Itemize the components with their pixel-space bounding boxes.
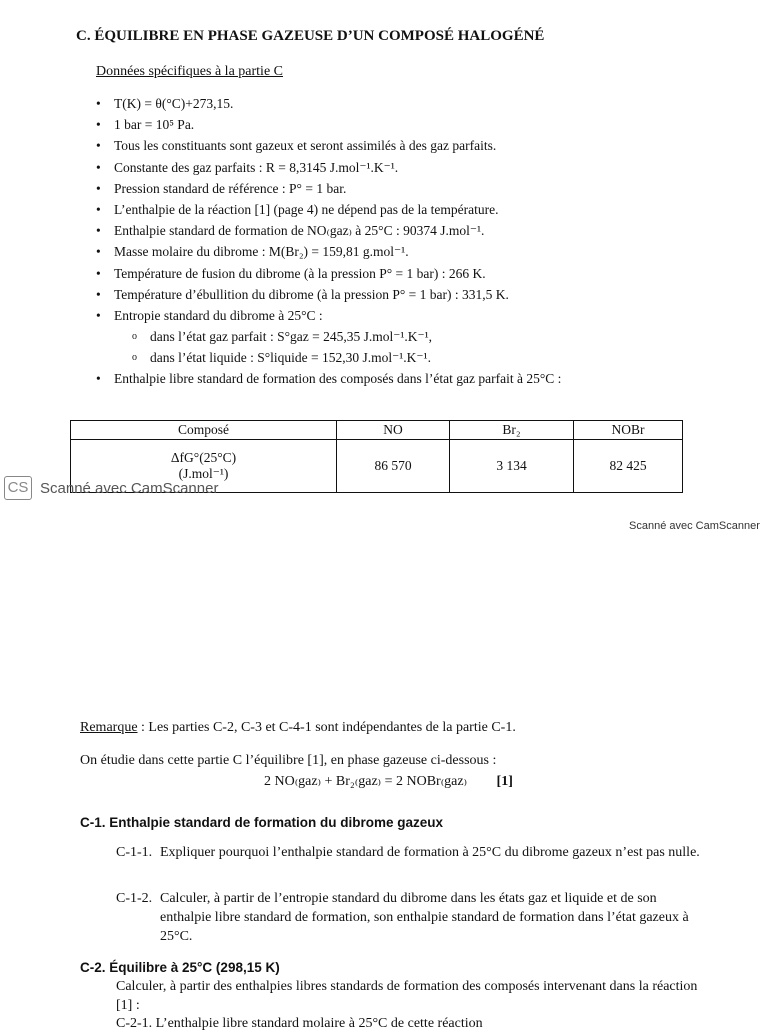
bullet-icon: • bbox=[96, 180, 101, 196]
circle-bullet-icon: o bbox=[132, 352, 137, 364]
c1-1-number: C-1-1. bbox=[116, 845, 153, 860]
remark-text: : Les parties C-2, C-3 et C-4-1 sont indépendantes de la partie C-1. bbox=[137, 720, 516, 735]
equation-ref: [1] bbox=[496, 774, 513, 789]
list-item: • Tous les constituants sont gazeux et seront assimilés à des gaz parfaits. bbox=[96, 135, 756, 156]
list-item: • T(K) = θ(°C)+273,15. bbox=[96, 93, 756, 114]
bullet-icon: • bbox=[96, 244, 101, 260]
camscanner-watermark: Scanné avec CamScanner bbox=[40, 480, 219, 497]
list-item: • Température de fusion du dibrome (à la pression P° = 1 bar) : 266 K. bbox=[96, 263, 756, 284]
list-item: • Entropie standard du dibrome à 25°C : bbox=[96, 305, 756, 326]
bullet-icon: • bbox=[96, 286, 101, 302]
table-header-row bbox=[71, 421, 683, 440]
c1-heading: C-1. Enthalpie standard de formation du dibrome gazeux bbox=[80, 815, 444, 830]
row-label-unit: (J.mol⁻¹) bbox=[178, 466, 229, 481]
c2-1-partial-text: C-2-1. L’enthalpie libre standard molaire à 25°C de cette réaction bbox=[116, 1016, 483, 1031]
list-item: • Pression standard de référence : P° = 1 bar. bbox=[96, 178, 756, 199]
remark bbox=[80, 720, 516, 736]
section-title: C. ÉQUILIBRE EN PHASE GAZEUSE D’UN COMPOSÉ HALOGÉNÉ bbox=[76, 28, 545, 44]
table-cell: 86 570 bbox=[337, 440, 450, 493]
circle-bullet-icon: o bbox=[132, 331, 137, 343]
c1-1-text: Expliquer pourquoi l’enthalpie standard de formation à 25°C du dibrome gazeux n’est pas nulle. bbox=[160, 845, 700, 860]
data-list bbox=[96, 93, 756, 390]
table-header-cell: NO bbox=[337, 421, 450, 440]
list-item: • Constante des gaz parfaits : R = 8,3145 J.mol⁻¹.K⁻¹. bbox=[96, 157, 756, 178]
list-item: • 1 bar = 10⁵ Pa. bbox=[96, 114, 756, 135]
camscanner-logo: CS bbox=[4, 476, 32, 500]
bullet-icon: • bbox=[96, 201, 101, 217]
bullet-icon: • bbox=[96, 117, 101, 133]
intro-text: On étudie dans cette partie C l’équilibre [1], en phase gazeuse ci-dessous : bbox=[80, 753, 497, 768]
camscanner-footer: Scanné avec CamScanner bbox=[629, 520, 760, 532]
bullet-icon: • bbox=[96, 96, 101, 111]
bullet-icon: • bbox=[96, 138, 101, 154]
c2-heading: C-2. Équilibre à 25°C (298,15 K) bbox=[80, 960, 280, 975]
bullet-icon: • bbox=[96, 307, 101, 323]
table-header-cell: NOBr bbox=[574, 421, 683, 440]
c1-2-text: Calculer, à partir de l’entropie standard du dibrome dans les états gaz et liquide et de son enthalpie libre standard de formation, son enthalpie standard de formation dans l’état gazeux à 25°C. bbox=[160, 891, 689, 944]
list-item: • Enthalpie standard de formation de NO₍gaz₎ à 25°C : 90374 J.mol⁻¹. bbox=[96, 220, 756, 241]
table-header-cell: Br₂ bbox=[450, 421, 574, 440]
table-cell: 82 425 bbox=[574, 440, 683, 493]
bullet-icon: • bbox=[96, 223, 101, 239]
list-item: • L’enthalpie de la réaction [1] (page 4) ne dépend pas de la température. bbox=[96, 199, 756, 220]
c1-2-number: C-1-2. bbox=[116, 891, 153, 906]
equation-text: 2 NO₍gaz₎ + Br₂₍gaz₎ = 2 NOBr₍gaz₎ bbox=[264, 774, 468, 789]
table-header-cell: Composé bbox=[71, 421, 337, 440]
list-item: • Température d’ébullition du dibrome (à la pression P° = 1 bar) : 331,5 K. bbox=[96, 284, 756, 305]
row-label-line: ΔfG°(25°C) bbox=[170, 450, 237, 465]
bullet-icon: • bbox=[96, 159, 101, 175]
reaction-equation bbox=[264, 773, 513, 790]
list-item: • Enthalpie libre standard de formation des composés dans l’état gaz parfait à 25°C : bbox=[96, 368, 756, 389]
list-item: • Masse molaire du dibrome : M(Br₂) = 159,81 g.mol⁻¹. bbox=[96, 241, 756, 262]
bullet-icon: • bbox=[96, 371, 101, 387]
bullet-icon: • bbox=[96, 265, 101, 281]
remark-label: Remarque bbox=[80, 720, 138, 735]
table-cell: 3 134 bbox=[450, 440, 574, 493]
sub-list-item: o dans l’état gaz parfait : S°gaz = 245,35 J.mol⁻¹.K⁻¹, bbox=[96, 326, 756, 347]
c2-text: Calculer, à partir des enthalpies libres standards de formation des composés intervenant dans la réaction [1] : bbox=[116, 979, 698, 1013]
sub-list-item: o dans l’état liquide : S°liquide = 152,30 J.mol⁻¹.K⁻¹. bbox=[96, 347, 756, 368]
section-subtitle: Données spécifiques à la partie C bbox=[96, 64, 283, 79]
